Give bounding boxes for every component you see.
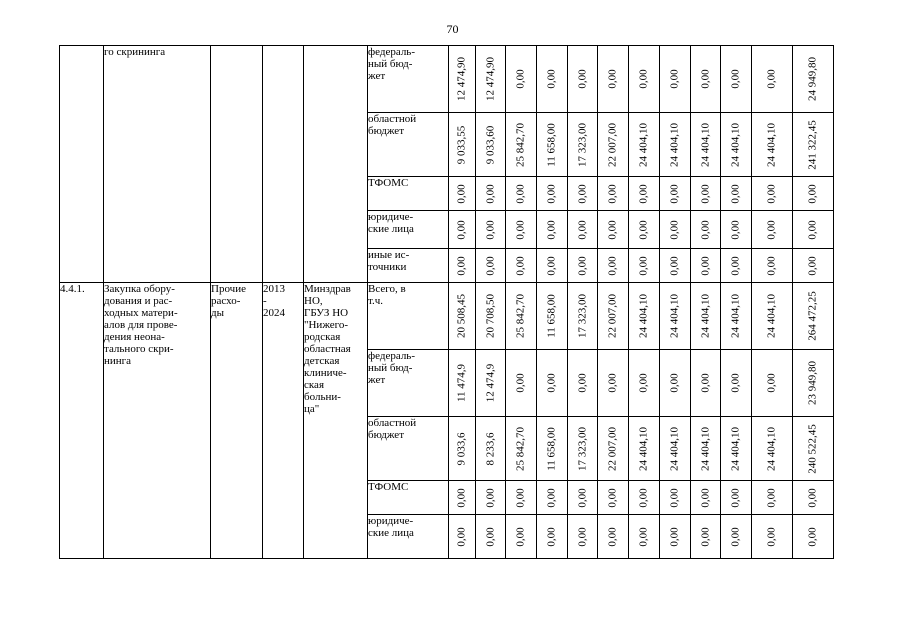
value-cell [568,481,598,515]
value-text: 0,00 [606,183,619,204]
value-cell [449,350,476,417]
value-text: 0,00 [729,183,742,204]
value-cell [691,481,721,515]
value-cell [793,211,834,249]
value-text: 0,00 [545,219,558,240]
value-text: 24 404,10 [729,122,742,167]
value-text: 0,00 [765,526,778,547]
value-text: 0,00 [637,219,650,240]
value-cell [752,211,793,249]
value-cell [476,283,506,350]
value-cell [506,46,537,113]
value-text: 0,00 [668,255,681,276]
value-text: 24 404,10 [765,122,778,167]
value-cell [660,417,691,481]
value-cell [449,515,476,559]
value-text: 9 033,55 [455,125,468,164]
budget-table [59,45,834,559]
value-cell [598,283,629,350]
value-cell [537,481,568,515]
value-text: 22 007,00 [606,122,619,167]
value-cell [629,113,660,177]
source-cell [368,283,449,350]
value-text: 25 842,70 [514,122,527,167]
value-cell [598,113,629,177]
value-cell [537,515,568,559]
value-text: 22 007,00 [606,294,619,338]
source-cell [368,417,449,481]
value-cell [537,350,568,417]
funding-source-label: ТФОМС [368,481,409,493]
value-text: 0,00 [806,487,819,508]
value-cell [537,177,568,211]
value-cell [752,249,793,283]
item-name-cell [104,283,211,559]
value-cell [476,113,506,177]
item-type-cell [211,283,263,559]
value-text: 0,00 [729,69,742,89]
value-cell [660,113,691,177]
value-cell [449,481,476,515]
value-cell [752,177,793,211]
value-text: 0,00 [455,183,468,204]
value-cell [537,211,568,249]
value-cell [449,283,476,350]
item-period-cell [263,283,304,559]
value-text: 0,00 [576,183,588,204]
value-text: 0,00 [606,526,619,547]
item-type-cell-text: Прочие расхо- ды [211,283,246,319]
value-text: 24 949,80 [806,57,819,101]
value-cell [568,113,598,177]
value-text: 0,00 [668,219,681,240]
value-cell [629,350,660,417]
value-cell [752,515,793,559]
item-period-cell-text: 2013 - 2024 [263,283,285,319]
value-text: 0,00 [576,219,588,240]
value-cell [568,515,598,559]
value-text: 0,00 [699,373,711,393]
table-row [60,46,834,113]
value-text: 0,00 [484,526,496,547]
value-text: 0,00 [484,183,496,204]
value-text: 12 474,9 [484,363,496,403]
value-text: 24 404,10 [668,294,681,338]
value-text: 17 323,00 [576,426,588,471]
value-text: 0,00 [729,373,742,393]
value-cell [568,46,598,113]
value-text: 9 033,6 [455,432,468,465]
value-cell [629,515,660,559]
value-cell [449,417,476,481]
value-text: 0,00 [699,69,711,89]
value-cell [568,249,598,283]
item-executor-cell-text: Минздрав НО, ГБУЗ НО "Нижего- родская областная детская клиниче- ская больни- ца" [304,283,351,415]
value-text: 24 404,10 [637,294,650,338]
value-text: 24 404,10 [699,294,711,338]
value-text: 0,00 [545,255,558,276]
value-text: 0,00 [668,69,681,89]
value-cell [691,350,721,417]
value-text: 0,00 [806,219,819,240]
value-text: 0,00 [455,219,468,240]
value-text: 0,00 [606,373,619,393]
value-text: 0,00 [606,69,619,89]
funding-source-label: Всего, в т.ч. [368,283,406,307]
value-cell [568,211,598,249]
value-text: 0,00 [668,183,681,204]
value-text: 0,00 [545,487,558,508]
value-text: 24 404,10 [637,122,650,167]
value-cell [568,417,598,481]
source-cell [368,350,449,417]
value-text: 0,00 [637,255,650,276]
value-text: 11 658,00 [545,426,558,471]
value-cell [537,46,568,113]
value-text: 0,00 [514,487,527,508]
value-text: 0,00 [576,526,588,547]
value-text: 0,00 [806,183,819,204]
value-cell [721,515,752,559]
source-cell [368,481,449,515]
value-cell [793,113,834,177]
value-text: 0,00 [765,487,778,508]
value-cell [793,46,834,113]
value-cell [793,350,834,417]
funding-source-label: юридиче- ские лица [368,515,414,539]
value-cell [598,211,629,249]
value-cell [752,283,793,350]
value-cell [629,211,660,249]
value-text: 0,00 [514,526,527,547]
value-cell [752,46,793,113]
value-cell [691,113,721,177]
value-text: 0,00 [576,487,588,508]
value-cell [660,350,691,417]
value-text: 0,00 [699,526,711,547]
value-cell [568,283,598,350]
funding-source-label: областной бюджет [368,417,417,441]
value-cell [568,350,598,417]
value-text: 0,00 [637,69,650,89]
value-text: 0,00 [699,183,711,204]
value-cell [721,283,752,350]
value-text: 0,00 [765,69,778,89]
value-cell [721,46,752,113]
value-text: 11 658,00 [545,294,558,338]
item-code-cell-text: 4.4.1. [60,283,85,295]
value-text: 0,00 [514,69,527,89]
value-text: 24 404,10 [637,426,650,471]
value-text: 0,00 [606,219,619,240]
value-text: 0,00 [729,255,742,276]
value-cell [598,417,629,481]
value-text: 20 708,50 [484,294,496,338]
source-cell [368,46,449,113]
value-cell [537,283,568,350]
value-cell [476,481,506,515]
value-cell [449,177,476,211]
value-text: 23 949,80 [806,361,819,405]
value-cell [598,177,629,211]
value-cell [568,177,598,211]
value-cell [476,515,506,559]
value-text: 0,00 [514,373,527,393]
value-cell [506,211,537,249]
value-cell [660,177,691,211]
value-cell [752,113,793,177]
value-text: 24 404,10 [668,122,681,167]
funding-source-label: юридиче- ские лица [368,211,414,235]
value-text: 17 323,00 [576,122,588,167]
value-cell [793,515,834,559]
value-text: 24 404,10 [729,426,742,471]
value-text: 0,00 [545,69,558,89]
value-cell [598,350,629,417]
source-cell [368,249,449,283]
value-cell [506,113,537,177]
source-cell [368,211,449,249]
value-text: 0,00 [765,183,778,204]
value-cell [449,249,476,283]
value-cell [506,249,537,283]
value-text: 0,00 [668,526,681,547]
value-cell [476,211,506,249]
value-text: 0,00 [484,219,496,240]
value-cell [598,481,629,515]
value-text: 9 033,60 [484,125,496,164]
value-cell [691,515,721,559]
value-text: 17 323,00 [576,294,588,338]
value-cell [476,350,506,417]
value-cell [629,481,660,515]
value-text: 0,00 [765,219,778,240]
value-cell [506,481,537,515]
source-cell [368,515,449,559]
item-code-cell [60,283,104,559]
value-cell [691,417,721,481]
value-text: 25 842,70 [514,426,527,471]
value-cell [793,417,834,481]
table-row [60,283,834,350]
value-text: 11 474,9 [455,363,468,403]
value-text: 0,00 [455,487,468,508]
value-text: 24 404,10 [699,426,711,471]
value-cell [660,249,691,283]
value-text: 0,00 [484,487,496,508]
cont-name-cell [104,46,211,283]
value-text: 0,00 [729,487,742,508]
value-cell [476,417,506,481]
value-text: 0,00 [606,487,619,508]
value-text: 0,00 [637,183,650,204]
value-cell [598,515,629,559]
value-cell [691,177,721,211]
value-cell [660,515,691,559]
value-text: 12 474,90 [484,57,496,101]
value-text: 0,00 [576,69,588,89]
value-cell [506,515,537,559]
cont-type-cell [211,46,263,283]
value-cell [793,481,834,515]
value-cell [449,113,476,177]
value-cell [506,177,537,211]
value-cell [793,177,834,211]
value-text: 24 404,10 [765,294,778,338]
value-cell [691,211,721,249]
value-text: 0,00 [637,373,650,393]
funding-source-label: федераль- ный бюд- жет [368,350,415,386]
value-text: 0,00 [699,487,711,508]
value-text: 0,00 [545,183,558,204]
value-text: 0,00 [637,526,650,547]
value-cell [793,283,834,350]
table-body [60,46,834,559]
value-cell [629,46,660,113]
value-text: 0,00 [765,255,778,276]
value-cell [476,249,506,283]
value-cell [537,417,568,481]
value-cell [793,249,834,283]
value-cell [721,481,752,515]
value-text: 0,00 [576,373,588,393]
value-cell [506,417,537,481]
value-cell [598,249,629,283]
source-cell [368,113,449,177]
value-cell [721,177,752,211]
funding-source-label: ТФОМС [368,177,409,189]
value-cell [721,211,752,249]
value-cell [721,113,752,177]
value-text: 241 322,45 [806,119,819,170]
value-cell [752,481,793,515]
value-cell [660,211,691,249]
value-text: 0,00 [637,487,650,508]
value-text: 8 233,6 [484,432,496,465]
value-cell [629,417,660,481]
value-text: 0,00 [484,255,496,276]
value-text: 0,00 [668,487,681,508]
value-cell [629,283,660,350]
value-cell [721,417,752,481]
value-text: 264 472,25 [806,291,819,341]
value-text: 0,00 [455,526,468,547]
value-text: 240 522,45 [806,423,819,474]
value-text: 12 474,90 [455,57,468,101]
value-cell [449,211,476,249]
value-text: 24 404,10 [668,426,681,471]
funding-source-label: областной бюджет [368,113,417,137]
value-text: 24 404,10 [765,426,778,471]
value-text: 0,00 [514,219,527,240]
value-cell [752,350,793,417]
cont-name-cell-text: го скрининга [104,46,166,58]
value-cell [691,46,721,113]
value-cell [476,177,506,211]
value-text: 0,00 [606,255,619,276]
value-text: 24 404,10 [729,294,742,338]
value-cell [691,283,721,350]
page-number: 70 [446,22,459,36]
value-text: 0,00 [806,526,819,547]
value-text: 22 007,00 [606,426,619,471]
value-text: 0,00 [576,255,588,276]
value-text: 0,00 [729,219,742,240]
source-cell [368,177,449,211]
value-text: 0,00 [729,526,742,547]
value-cell [691,249,721,283]
value-cell [537,113,568,177]
value-cell [476,46,506,113]
value-cell [537,249,568,283]
cont-code-cell [60,46,104,283]
value-cell [660,283,691,350]
value-cell [449,46,476,113]
value-text: 0,00 [545,373,558,393]
value-cell [506,283,537,350]
value-text: 0,00 [514,255,527,276]
value-text: 0,00 [699,255,711,276]
value-cell [721,249,752,283]
value-text: 0,00 [699,219,711,240]
cont-period-cell [263,46,304,283]
item-executor-cell [304,283,368,559]
item-name-cell-text: Закупка обору- дования и рас- ходных матери- алов для прове- дения неона- тального скри- нинга [104,283,178,367]
funding-source-label: иные ис- точники [368,249,410,273]
value-cell [721,350,752,417]
value-cell [660,481,691,515]
value-text: 0,00 [765,373,778,393]
value-text: 11 658,00 [545,122,558,167]
cont-executor-cell [304,46,368,283]
value-cell [598,46,629,113]
value-cell [752,417,793,481]
value-cell [629,177,660,211]
value-text: 0,00 [514,183,527,204]
value-text: 24 404,10 [699,122,711,167]
value-text: 25 842,70 [514,294,527,338]
value-text: 0,00 [806,255,819,276]
funding-source-label: федераль- ный бюд- жет [368,46,415,82]
value-cell [629,249,660,283]
value-text: 0,00 [668,373,681,393]
value-cell [660,46,691,113]
value-cell [506,350,537,417]
value-text: 0,00 [545,526,558,547]
value-text: 20 508,45 [455,294,468,338]
value-text: 0,00 [455,255,468,276]
